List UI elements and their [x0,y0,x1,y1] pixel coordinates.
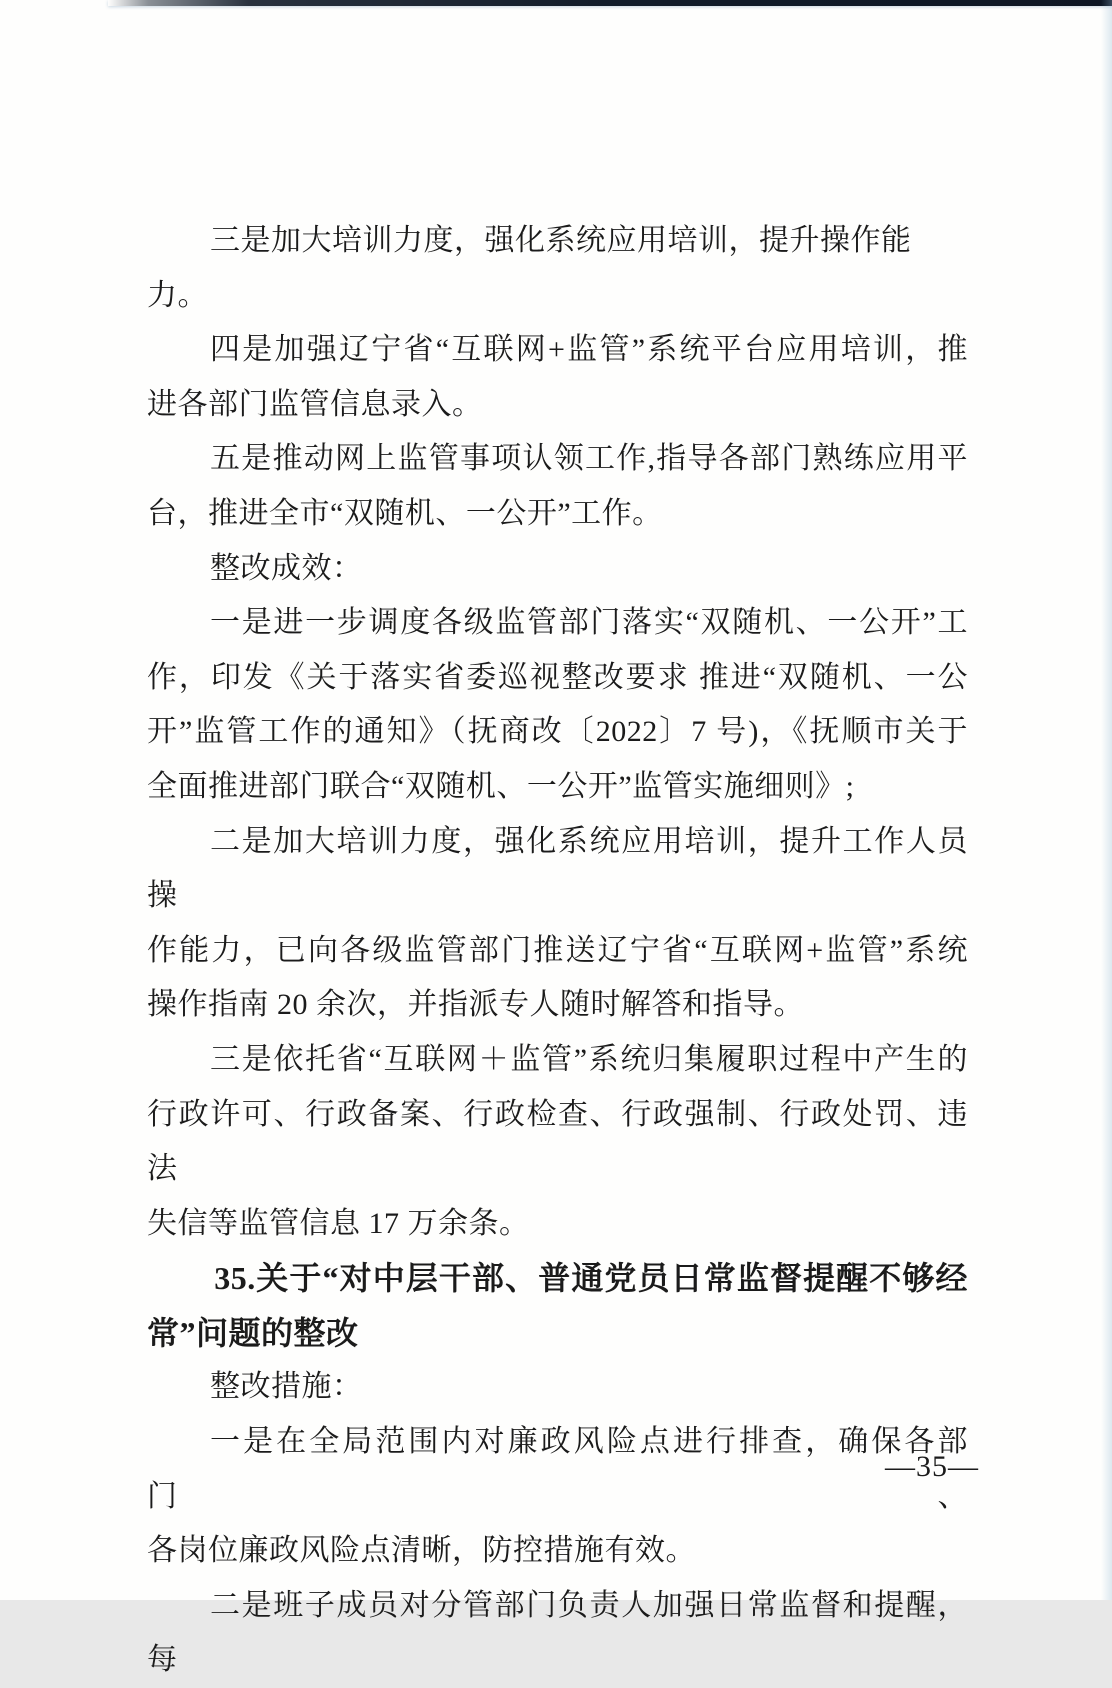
subheading-line: 整改措施： [210,1370,363,1404]
text-line: 操作指南 20 余次，并指派专人随时解答和指导。 [147,988,804,1022]
text-line: 四是加强辽宁省“互联网+监管”系统平台应用培训，推 [210,333,968,367]
text-line: 五是推动网上监管事项认领工作,指导各部门熟练应用平 [210,442,968,476]
section-heading-line: 常”问题的整改 [147,1314,359,1351]
section-heading-line: 35.关于“对中层干部、普通党员日常监督提醒不够经 [214,1260,968,1297]
text-line: 三是加大培训力度，强化系统应用培训，提升操作能力。 [147,224,912,312]
text-line: 各岗位廉政风险点清晰，防控措施有效。 [147,1534,696,1568]
text-line: 行政许可、行政备案、行政检查、行政强制、行政处罚、违法 [147,1097,968,1186]
text-line: 全面推进部门联合“双随机、一公开”监管实施细则》; [147,769,855,803]
subheading-line: 整改成效： [210,551,363,585]
text-line: 作，印发《关于落实省委巡视整改要求 推进“双随机、一公 [147,660,968,694]
document-body [147,214,968,1688]
text-line: 一是在全局范围内对廉政风险点进行排查，确保各部门、 [147,1425,968,1513]
text-line: 一是进一步调度各级监管部门落实“双随机、一公开”工 [210,606,968,640]
text-line: 开”监管工作的通知》（抚商改〔2022〕7 号)，《抚顺市关于 [147,715,968,749]
text-line: 二是加大培训力度，强化系统应用培训，提升工作人员操 [147,824,968,913]
text-line: 进各部门监管信息录入。 [147,387,483,421]
text-line: 作能力，已向各级监管部门推送辽宁省“互联网+监管”系统 [147,933,968,967]
page-number: —35— [885,1450,979,1483]
text-line: 二是班子成员对分管部门负责人加强日常监督和提醒，每 [147,1588,968,1677]
scan-artifact-right-fringe [1101,0,1112,1600]
scan-artifact-top-band [108,0,1112,6]
text-line: 失信等监管信息 17 万余条。 [147,1206,530,1240]
text-line: 台，推进全市“双随机、一公开”工作。 [147,496,663,530]
text-line: 三是依托省“互联网＋监管”系统归集履职过程中产生的 [210,1042,968,1076]
